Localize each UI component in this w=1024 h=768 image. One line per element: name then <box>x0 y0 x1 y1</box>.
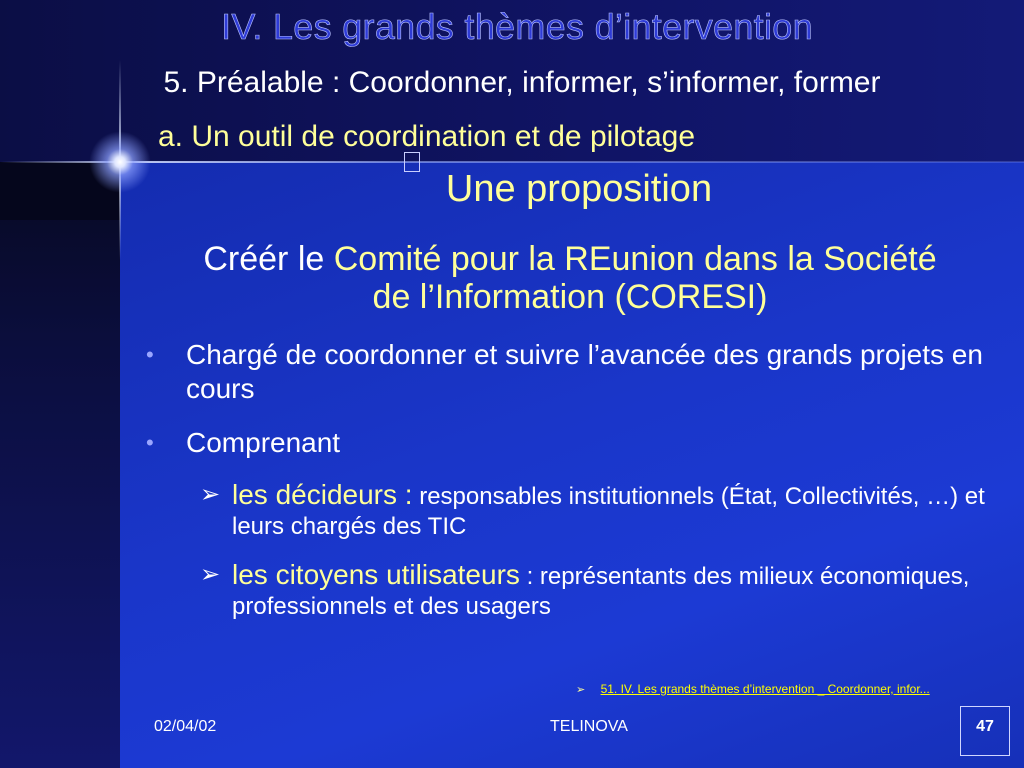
bullet-dot-icon: • <box>146 342 154 367</box>
bullet-text: Comprenant <box>186 427 341 458</box>
link-arrow-icon: ➢ <box>576 684 586 696</box>
slide-link-row <box>576 682 1016 696</box>
section-heading: a. Un outil de coordination et de pilotage <box>158 120 696 153</box>
proposal-heading: Une proposition <box>445 168 713 210</box>
sub-bullet-text: : représentants des milieux économiques, professionnels et des usagers <box>232 563 970 620</box>
bullet-list <box>140 338 1000 640</box>
bullet-item <box>140 338 1000 406</box>
footer-date: 02/04/02 <box>154 718 217 735</box>
footer-organization: TELINOVA <box>550 718 628 735</box>
bullet-text: Chargé de coordonner et suivre l’avancée des grands projets en cours <box>186 339 983 404</box>
sub-bullet-lead: les citoyens utilisateurs <box>232 559 520 590</box>
slide-hyperlink[interactable]: 51. IV. Les grands thèmes d’intervention _ Coordonner, infor... <box>600 682 930 696</box>
arrow-bullet-icon: ➢ <box>200 561 221 588</box>
proposal-highlight: Comité pour la REunion dans la Société de l’Information (CORESI) <box>333 240 937 316</box>
page-number: 47 <box>960 706 1010 756</box>
bullet-dot-icon: • <box>146 430 154 455</box>
slide-subtitle: 5. Préalable : Coordonner, informer, s’informer, former <box>163 66 881 99</box>
sub-bullet-lead: les décideurs : <box>232 479 413 510</box>
bullet-item <box>140 426 1000 460</box>
left-background-band <box>0 162 120 768</box>
proposal-statement <box>180 240 960 316</box>
sub-bullet-item <box>140 560 1000 622</box>
sub-bullet-item <box>140 480 1000 542</box>
arrow-bullet-icon: ➢ <box>200 481 221 508</box>
horizontal-light-line <box>0 161 1024 163</box>
slide-title: IV. Les grands thèmes d’intervention <box>221 6 813 47</box>
proposal-prefix: Créér le <box>203 240 334 278</box>
sub-bullet-text: responsables institutionnels (État, Collectivités, …) et leurs chargés des TIC <box>232 483 985 540</box>
